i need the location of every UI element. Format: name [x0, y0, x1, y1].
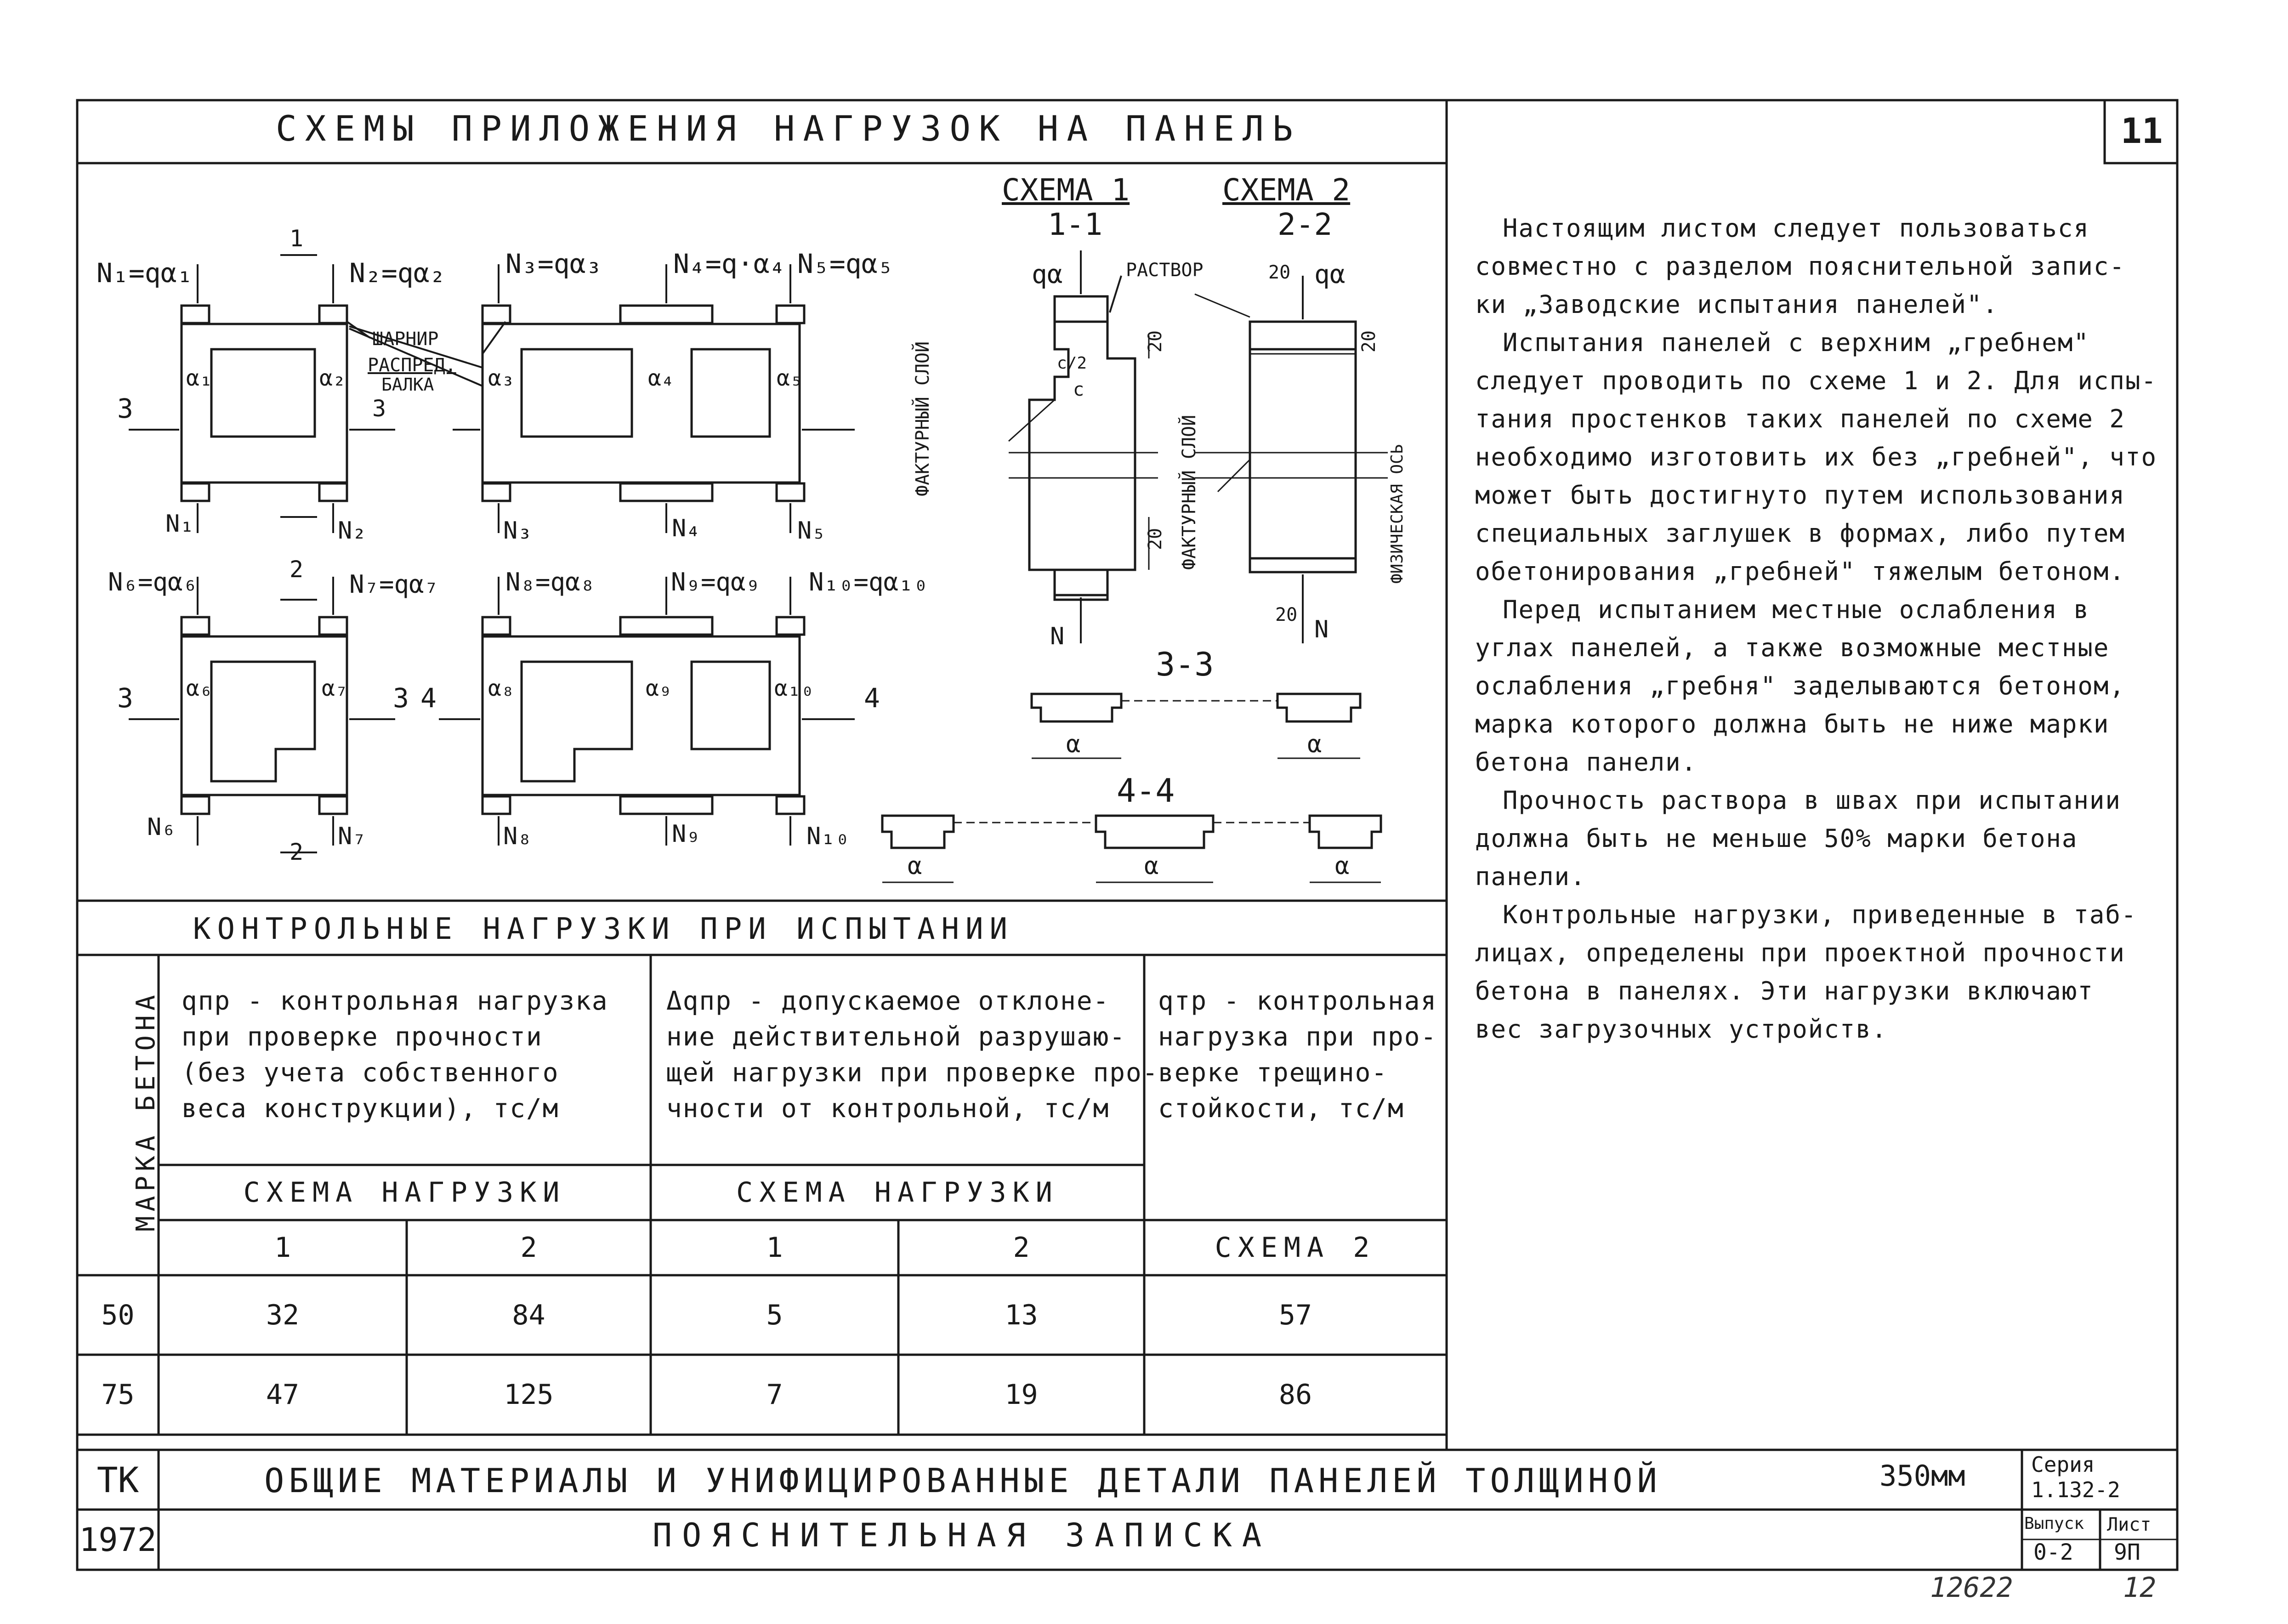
- table-col-qtr: qтр - контрольная нагрузка при про- верке трещино- стойкости, тс/м: [1158, 986, 1437, 1124]
- scheme1-section: 1-1: [1048, 207, 1103, 242]
- label-dim20-s2c: 20: [1275, 604, 1298, 625]
- table-col-grade: МАРКА БЕТОНА: [131, 990, 161, 1232]
- label-n7: N₇=qα₇: [349, 570, 439, 599]
- table-row-2-qtr2: 86: [1278, 1379, 1312, 1411]
- label-c2: c/2: [1057, 354, 1087, 373]
- scheme1-title: СХЕМА 1: [1002, 172, 1130, 208]
- label-n5: N₅=qα₅: [797, 248, 894, 279]
- label-dim20-s2b: 20: [1358, 330, 1380, 353]
- label-N-s1: N: [1050, 623, 1065, 650]
- table-row-2-dq2: 19: [1005, 1379, 1038, 1411]
- label-n4: N₄=q·α₄: [673, 248, 786, 279]
- note-line: углах панелей, а также возможные местные: [1475, 633, 2110, 662]
- label-n6: N₆=qα₆: [108, 568, 198, 596]
- label-a3: α₃: [488, 365, 515, 391]
- label-sec3-a: 3: [117, 393, 133, 424]
- series-value: 1.132-2: [2031, 1477, 2120, 1502]
- label-a5: α₅: [777, 365, 803, 391]
- label-a4: α₄: [648, 365, 675, 391]
- table-col-dq: Δqпр - допускаемое отклоне- ние действительной разрушаю- щей нагрузки при проверке про- чности от контрольной, тс/м: [666, 986, 1159, 1124]
- table-row-1-qpr2: 84: [512, 1299, 545, 1331]
- label-texture-s2: ФАКТУРНЫЙ СЛОЙ: [1179, 415, 1200, 570]
- label-N7: N₇: [338, 823, 367, 850]
- note-line: Контрольные нагрузки, приведенные в таб-: [1503, 900, 2137, 929]
- table-title: КОНТРОЛЬНЫЕ НАГРУЗКИ ПРИ ИСПЫТАНИИ: [193, 912, 1014, 946]
- title-year: 1972: [79, 1521, 157, 1559]
- label-a-33b: α: [1307, 731, 1322, 758]
- sheet-label: Лист: [2107, 1514, 2152, 1535]
- label-a8: α₈: [488, 676, 515, 701]
- title-main: ОБЩИЕ МАТЕРИАЛЫ И УНИФИЦИРОВАННЫЕ ДЕТАЛИ ПАНЕЛЕЙ ТОЛЩИНОЙ: [264, 1461, 1662, 1500]
- series-label: Серия: [2031, 1452, 2095, 1477]
- label-N-s2: N: [1314, 616, 1329, 643]
- note-line: Прочность раствора в швах при испытании: [1503, 786, 2121, 815]
- label-physical-axis: ФИЗИЧЕСКАЯ ОСЬ: [1388, 444, 1407, 584]
- table-row-1-qpr1: 32: [266, 1299, 300, 1331]
- label-dim20-s2a: 20: [1268, 262, 1291, 283]
- note-line: может быть достигнуто путем использования: [1475, 481, 2125, 510]
- label-N9: N₉: [672, 820, 701, 848]
- label-n8: N₈=qα₈: [505, 568, 596, 596]
- note-line: бетона панели.: [1475, 748, 1698, 777]
- note-line: ослабления „гребня" заделываются бетоном,: [1475, 671, 2125, 700]
- label-mortar: РАСТВОР: [1126, 260, 1204, 281]
- table-sub-2b: 2: [1013, 1232, 1030, 1264]
- note-line: Перед испытанием местные ослабления в: [1503, 595, 2089, 624]
- label-sec4-b: 4: [864, 682, 880, 714]
- archive-number: 12622: [1930, 1572, 2013, 1604]
- issue-value: 0-2: [2033, 1539, 2073, 1565]
- label-N2: N₂: [338, 517, 367, 545]
- label-sec4-a: 4: [420, 682, 437, 714]
- table-scheme2-label: СХЕМА 2: [1215, 1232, 1376, 1264]
- title-subtitle: ПОЯСНИТЕЛЬНАЯ ЗАПИСКА: [653, 1516, 1272, 1554]
- label-a-44b: α: [1144, 852, 1159, 880]
- label-sec2-top: 2: [290, 556, 304, 583]
- table-col-qpr: qпр - контрольная нагрузка при проверке прочности (без учета собственного веса конструкции), тс/м: [182, 986, 608, 1124]
- label-a6: α₆: [186, 676, 213, 701]
- label-a-33a: α: [1066, 731, 1081, 758]
- issue-label: Выпуск: [2024, 1514, 2084, 1533]
- table-row-1-grade: 50: [101, 1299, 135, 1331]
- note-line: специальных заглушек в формах, либо путем: [1475, 519, 2125, 548]
- table-sub-2a: 2: [520, 1232, 537, 1264]
- table-scheme-label-2: СХЕМА НАГРУЗКИ: [736, 1176, 1059, 1209]
- note-line: вес загрузочных устройств.: [1475, 1015, 1888, 1044]
- label-N8: N₈: [503, 823, 532, 850]
- page-number: 12: [2123, 1572, 2157, 1604]
- sheet-value: 9П: [2114, 1539, 2140, 1565]
- note-line: лицах, определены при проектной прочности: [1475, 938, 2125, 967]
- note-line: совместно с разделом пояснительной запис-: [1475, 252, 2125, 281]
- label-a-44a: α: [908, 852, 922, 880]
- label-N4: N₄: [672, 515, 701, 542]
- label-section33: 3-3: [1156, 646, 1214, 683]
- note-line: тания простенков таких панелей по схеме 2: [1475, 404, 2125, 433]
- label-sec3-d: 3: [393, 682, 409, 714]
- table-row-2-qpr1: 47: [266, 1379, 300, 1411]
- note-line: следует проводить по схеме 1 и 2. Для испы-: [1475, 366, 2157, 395]
- note-line: бетона в панелях. Эти нагрузки включают: [1475, 977, 2094, 1005]
- label-n9: N₉=qα₉: [671, 568, 761, 596]
- table-row-2-qpr2: 125: [504, 1379, 554, 1411]
- label-sec3-c: 3: [117, 682, 133, 714]
- label-c: c: [1073, 379, 1084, 400]
- note-line: необходимо изготовить их без „гребней", что: [1475, 443, 2157, 471]
- note-line: обетонирования „гребней" тяжелым бетоном.: [1475, 557, 2125, 586]
- note-line: Испытания панелей с верхним „гребнем": [1503, 328, 2089, 357]
- scheme2-section: 2-2: [1277, 207, 1333, 242]
- sheet-number: 11: [2121, 110, 2163, 151]
- title-code: ТК: [97, 1459, 139, 1500]
- sheet-title: СХЕМЫ ПРИЛОЖЕНИЯ НАГРУЗОК НА ПАНЕЛЬ: [276, 108, 1301, 149]
- label-a2: α₂: [319, 365, 346, 391]
- label-n1: N₁=qα₁: [97, 257, 193, 289]
- label-a1: α₁: [186, 365, 213, 391]
- table-row-2-dq1: 7: [766, 1379, 783, 1411]
- note-line: марка которого должна быть не ниже марки: [1475, 710, 2110, 738]
- table-row-1-dq2: 13: [1005, 1299, 1038, 1331]
- label-n3: N₃=qα₃: [505, 248, 602, 279]
- label-dim20-s1b: 20: [1145, 528, 1166, 551]
- label-section44: 4-4: [1117, 772, 1175, 810]
- label-N6: N₆: [147, 813, 176, 841]
- table-scheme-label-1: СХЕМА НАГРУЗКИ: [243, 1176, 566, 1209]
- label-dim20-s1a: 20: [1145, 330, 1166, 353]
- note-line: должна быть не меньше 50% марки бетона: [1475, 824, 2078, 853]
- table-sub-1b: 1: [766, 1232, 783, 1264]
- label-qa-s2: qα: [1314, 260, 1346, 290]
- label-sec2-bottom: 2: [290, 839, 304, 865]
- label-a10: α₁₀: [774, 676, 814, 701]
- table-row-2-grade: 75: [101, 1379, 135, 1411]
- label-N5: N₅: [797, 517, 826, 545]
- label-N10: N₁₀: [806, 823, 850, 850]
- label-a-44c: α: [1335, 852, 1350, 880]
- label-N3: N₃: [503, 517, 532, 545]
- label-n2: N₂=qα₂: [349, 257, 446, 289]
- table-row-1-qtr2: 57: [1278, 1299, 1312, 1331]
- label-distrib: РАСПРЕД.: [368, 355, 456, 376]
- label-qa-s1: qα: [1032, 260, 1063, 290]
- label-hinge: ШАРНИР: [372, 329, 439, 350]
- label-N1: N₁: [165, 510, 194, 538]
- note-line: панели.: [1475, 862, 1586, 891]
- note-line: ки „Заводские испытания панелей".: [1475, 290, 1998, 319]
- label-sec1-top: 1: [290, 225, 304, 252]
- label-beam: БАЛКА: [381, 375, 434, 395]
- label-a7: α₇: [322, 676, 348, 701]
- label-texture-s1: ФАКТУРНЫЙ СЛОЙ: [912, 341, 933, 496]
- label-n10: N₁₀=qα₁₀: [809, 568, 929, 596]
- note-line: Настоящим листом следует пользоваться: [1503, 214, 2089, 243]
- title-thickness: 350мм: [1879, 1459, 1965, 1493]
- scheme2-title: СХЕМА 2: [1222, 172, 1351, 208]
- table-sub-1a: 1: [274, 1232, 291, 1264]
- label-a9: α₉: [646, 676, 672, 701]
- table-row-1-dq1: 5: [766, 1299, 783, 1331]
- label-sec3-b: 3: [372, 395, 386, 422]
